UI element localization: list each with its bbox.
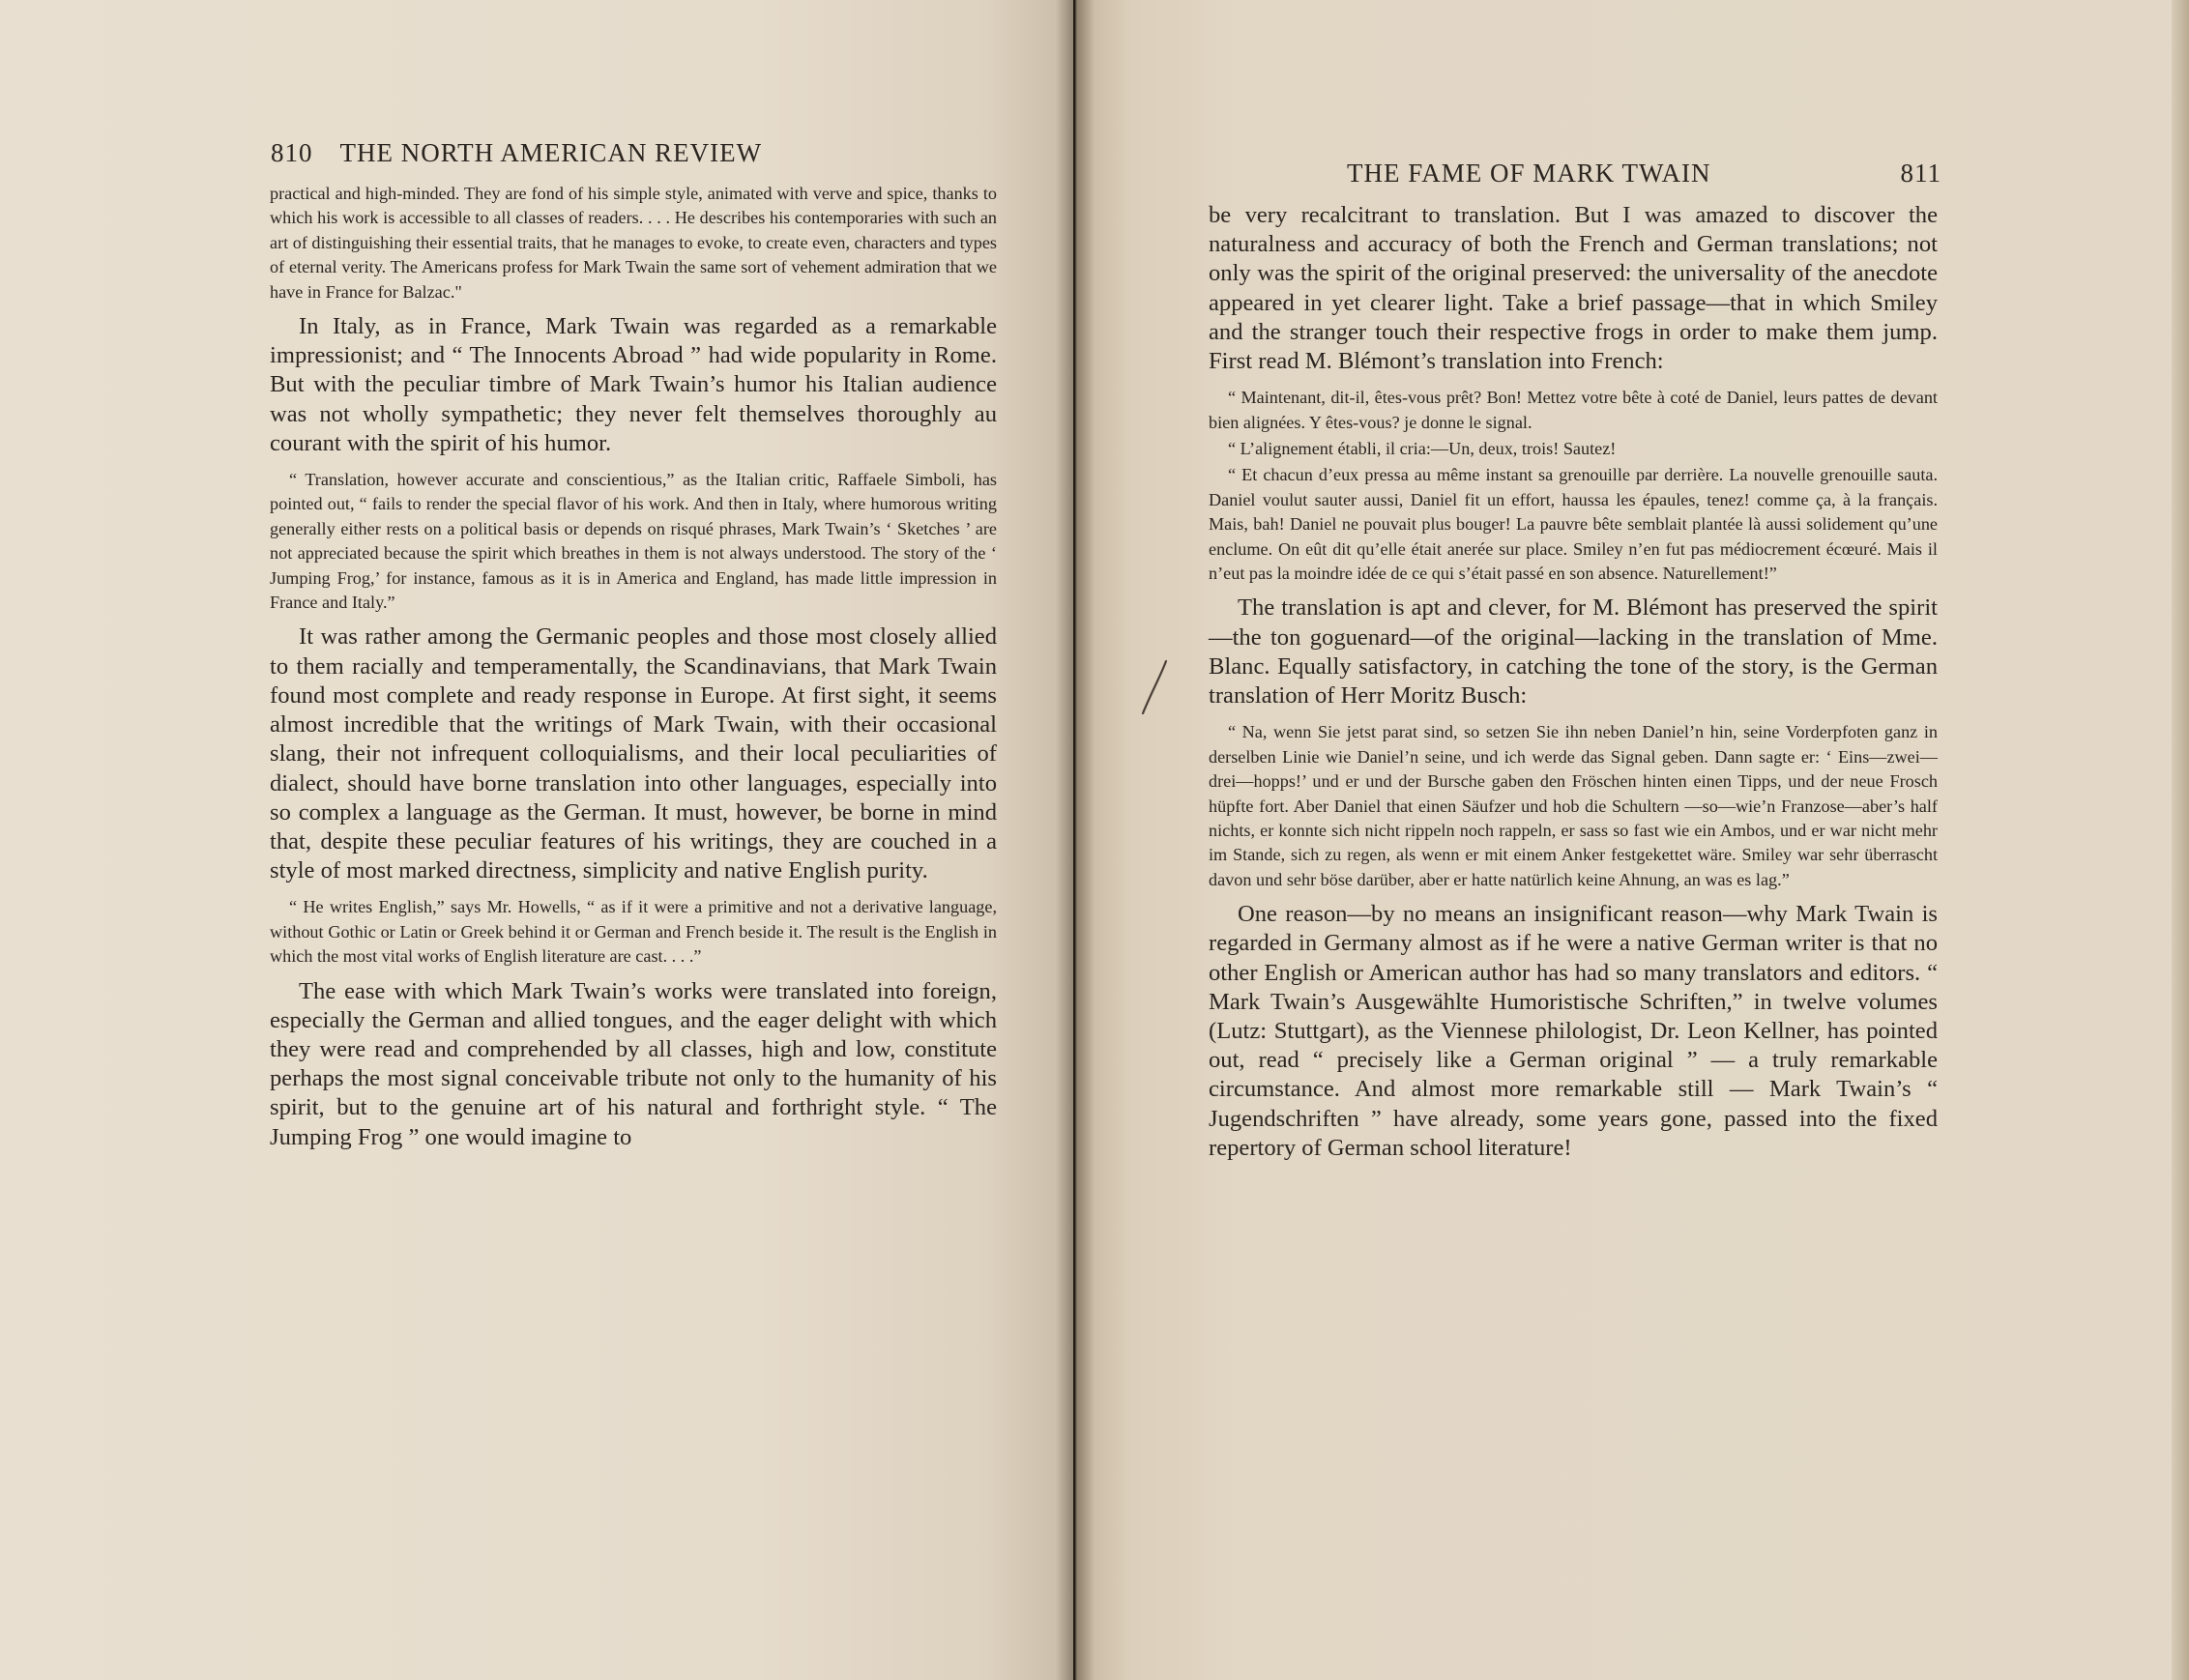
left-running-head: THE NORTH AMERICAN REVIEW xyxy=(339,138,763,167)
french-quote-1: “ Maintenant, dit-il, êtes-vous prêt? Bon! Mettez votre bête à coté de Daniel, leurs pattes de devant bien alignées. Y êtes-vous? je donne le signal. xyxy=(1209,388,1938,432)
left-page-header xyxy=(271,138,762,168)
right-running-head: THE FAME OF MARK TWAIN xyxy=(1347,159,1711,188)
right-page-text xyxy=(1209,201,1938,1173)
left-quote-3: “ He writes English,” says Mr. Howells, “ as if it were a primitive and not a derivative language, without Gothic or Latin or Greek behind it or German and French beside it. The result is the English in which the most vital works of English literature are cast. . . .” xyxy=(270,897,997,967)
page-edge xyxy=(2172,0,2189,1680)
german-quote: “ Na, wenn Sie jetst parat sind, so setzen Sie ihn neben Daniel’n hin, seine Vorderpfoten ganz in derselben Linie wie Daniel’n seine, und ich werde das Signal geben. Dann sagte er: ‘ Eins—zwei—drei—hopps!’ und er und der Bursche gaben den Fröschen hinten einen Tipps, und der neue Frosch hüpfte fort. Aber Daniel that einen Säufzer und hob die Schultern —so—wie’n Franzose—aber’s half nichts, er konnte sich nicht rippeln noch rappeln, er sass so fast wie ein Ambos, und er war nicht mehr im Stande, sich zu regen, als wenn er mit einem Anker festgekettet wäre. Smiley war sehr überrascht davon und sehr böse darüber, aber er hatte natürlich keine Ahnung, an was es lag.” xyxy=(1209,722,1938,889)
left-paragraph-1: In Italy, as in France, Mark Twain was regarded as a remarkable impressionist; and “ The Innocents Abroad ” had wide popularity in Rome. But with the peculiar timbre of Mark Twain’s humor his Italian audience was not wholly sympathetic; they never felt themselves thoroughly au courant with the spirit of his humor. xyxy=(270,313,997,456)
book-gutter xyxy=(1056,0,1094,1680)
left-quote-2: “ Translation, however accurate and conscientious,” as the Italian critic, Raffaele Simboli, has pointed out, “ fails to render the special flavor of his work. And then in Italy, where humorous writing generally either rests on a political basis or depends on risqué phrases, Mark Twain’s ‘ Sketches ’ are not appreciated because the spirit which breathes in them is not always understood. The story of the ‘ Jumping Frog,’ for instance, famous as it is in America and England, has made little impression in France and Italy.” xyxy=(270,470,997,613)
french-quote-2: “ L’alignement établi, il cria:—Un, deux, trois! Sautez! xyxy=(1228,439,1617,459)
french-quote-3: “ Et chacun d’eux pressa au même instant sa grenouille par derrière. La nouvelle grenouille sauta. Daniel voulut sauter aussi, Daniel fit un effort, haussa les épaules, tenez! comme ça, à la français. Mais, bah! Daniel ne pouvait plus bouger! La pauvre bête semblait plantée là aussi solidement qu’une enclume. On eût dit qu’elle était anerée sur place. Smiley n’en fut pas médiocrement écœuré. Mais il n’eut pas la moindre idée de ce qui s’était passé en son absence. Naturellement!” xyxy=(1209,465,1938,584)
left-paragraph-3: The ease with which Mark Twain’s works were translated into foreign, especially the German and allied tongues, and the eager delight with which they were read and comprehended by all classes, high and low, constitute perhaps the most signal conceivable tribute not only to the humanity of his spirit, but to the genuine art of his natural and forthright style. “ The Jumping Frog ” one would imagine to xyxy=(270,977,997,1150)
left-paragraph-2: It was rather among the Germanic peoples and those most closely allied to them racially and temperamentally, the Scandinavians, that Mark Twain found most complete and ready response in Europe. At first sight, it seems almost incredible that the writings of Mark Twain, with their occasional slang, their not infrequent colloquialisms, and their local peculiarities of dialect, should have borne translation into other languages, especially into so complex a language as the German. It must, however, be borne in mind that, despite these peculiar features of his writings, they are couched in a style of most marked directness, simplicity and native English purity. xyxy=(270,623,997,884)
left-quote-1: practical and high-minded. They are fond of his simple style, animated with verve and spice, thanks to which his work is accessible to all classes of readers. . . . He describes his contemporaries with such an art of distinguishing their essential traits, that he manages to evoke, to create even, characters and types of eternal verity. The Americans profess for Mark Twain the same sort of vehement admiration that we have in France for Balzac." xyxy=(270,184,997,302)
left-page-text xyxy=(270,182,997,1162)
left-page-number: 810 xyxy=(271,138,313,167)
pencil-mark xyxy=(1137,657,1176,717)
right-paragraph-1: be very recalcitrant to translation. But I was amazed to discover the naturalness and accuracy of both the French and German translations; not only was the spirit of the original preserved: the universality of the anecdote appeared in yet clearer light. Take a brief passage—that in which Smiley and the stranger touch their respective frogs in order to make them jump. First read M. Blémont’s translation into French: xyxy=(1209,202,1938,375)
right-page-number: 811 xyxy=(1900,159,1941,188)
right-page-header xyxy=(1347,159,1941,188)
right-paragraph-3: One reason—by no means an insignificant reason—why Mark Twain is regarded in Germany almost as if he were a native German writer is that no other English or American author has had so many translators and editors. “ Mark Twain’s Ausgewählte Humoristische Schriften,” in twelve volumes (Lutz: Stuttgart), as the Viennese philologist, Dr. Leon Kellner, has pointed out, read “ precisely like a German original ” — a truly remarkable circumstance. And almost more remarkable still — Mark Twain’s “ Jugendschriften ” have already, some years gone, passed into the fixed repertory of German school literature! xyxy=(1209,901,1938,1161)
right-paragraph-2: The translation is apt and clever, for M. Blémont has preserved the spirit—the ton goguenard—of the original—lacking in the translation of Mme. Blanc. Equally satisfactory, in catching the tone of the story, is the German translation of Herr Moritz Busch: xyxy=(1209,594,1938,710)
